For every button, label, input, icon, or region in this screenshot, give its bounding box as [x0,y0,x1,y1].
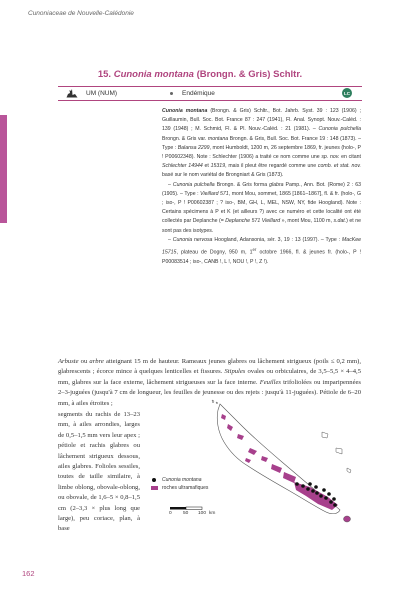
chapter-side-tab [0,115,7,223]
synonymy-paragraph: – Cunonia pulchella Brongn. & Gris forma glabra Pamp., Ann. Bot. (Rome) 2 : 63 (1905). – Type : Vieillard 571, mont Mou, sommet, 1865 [1861–1867], fl. & fr. (holo-, G ; iso-, P ! P00602387 ; ? iso-, BM, GH, L, MEL, NSW, NY, fide Hoogland). Note : Certains spécimens à P et K (et ailleurs ?) avec ce numéro et cette localité ont été collectés par Deplanche (= Deplanche 571 Vieillard », mont Mou, 1100 m, s.dat.) et ne sont pas des isotypes. [162,181,362,234]
running-header: Cunoniaceae de Nouvelle-Calédonie [28,10,134,17]
species-authority: (Brongn. & Gris) Schltr. [196,69,303,80]
separator-dot [170,92,173,95]
species-heading [0,69,400,80]
description-column [58,410,140,535]
endemic-status-label: Endémique [182,90,215,97]
map-svg [146,398,361,530]
scale-tick-100: 100 [198,511,207,516]
um-status-label: UM (NUM) [86,90,118,97]
status-bar [58,86,362,101]
species-name: Cunonia montana [113,69,194,80]
distribution-map [146,398,361,530]
legend-label-ultramafic: roches ultramafiques [162,485,209,491]
scale-bar [170,507,202,510]
description-text: Arbuste ou arbre atteignant 15 m de hauteur. Rameaux jeunes glabres ou lâchement strigueux (poils ≤ 0,2 mm), glabrescents ; écorce mince à quelques lenticelles et fissures. Stipules ovales ou orbiculaires, de 3,5–5,5 × 4–4,5 mm, glabres sur la face externe, lâchement strigueuses sur la face interne. Feuilles trifoliolées ou imparipennées 2–3-juguées (jusqu'à 7 cm de longueur, les feuilles de jeunesse ou des rejets : jusqu'à 11-juguées). Pétiole de 6–20 mm, à ailes étroites ; [58,358,361,407]
species-number: 15. [97,69,112,80]
iucn-lc-badge: LC [342,88,352,98]
isle-of-pines [344,516,351,522]
page-number: 162 [22,569,35,578]
synonymy-paragraph: – Cunonia nervosa Hoogland, Adansonia, sér. 3, 19 : 13 (1997). – Type : MacKee 15715, plateau de Dogny, 950 m, 1er octobre 1966, fl. & jeunes fr. (holo-, P ! P00083514 ; iso-, CANB !, L !, NOU !, P !, Z !). [162,236,362,265]
loyalty-islands [322,432,351,473]
scale-tick-0: 0 [169,511,172,516]
scale-unit: km [209,511,216,516]
legend-label-species: Cunonia montana [162,477,202,483]
map-legend [151,478,158,490]
synonymy-paragraph: Cunonia montana (Brongn. & Gris) Schltr., Bot. Jahrb. Syst. 39 : 123 (1906) ; Guillaumin, Bull. Soc. Bot. France 87 : 247 (1941), Fl. Anal. Synopt. Nouv.-Caléd. : 139 (1948) ; M. Schmid, Fl. & Pl. Nouv.-Caléd. : 21 (1981). – Cunonia pulchella Brongn. & Gris var. montana Brongn. & Gris, Bull. Soc. Bot. France 19 : 148 (1873). – Type : Balansa 2299, mont Humboldt, 1200 m, 26 septembre 1869, fr. jeunes (holo-, P ! P00602348). Note : Schlechter (1906) a traité ce nom comme une sp. nov. en citant Schlechter 14944 et 15319, mais il pleut être regardé comme une comb. et stat. nov. basé sur le nom variétal de Brongniart & Gris (1873). [162,108,361,179]
tree-silhouette-icon [66,88,78,98]
synonymy-block [162,107,361,267]
description-text-continued: segments du rachis de 13–23 mm, à ailes arrondies, larges de 0,5–1,5 mm vers leur apex ; pétiole et rachis glabres ou lâchement strigueux dessous, ailes glabres. Folioles sessiles, toutes de taille similaire, à limbe oblong, obovale-oblong, ou obovale, de 1,6–5 × 0,8–1,5 cm (2–3,3 × plus long que large), peu coriace, plan, à base [58,411,140,533]
scale-tick-50: 50 [183,511,189,516]
